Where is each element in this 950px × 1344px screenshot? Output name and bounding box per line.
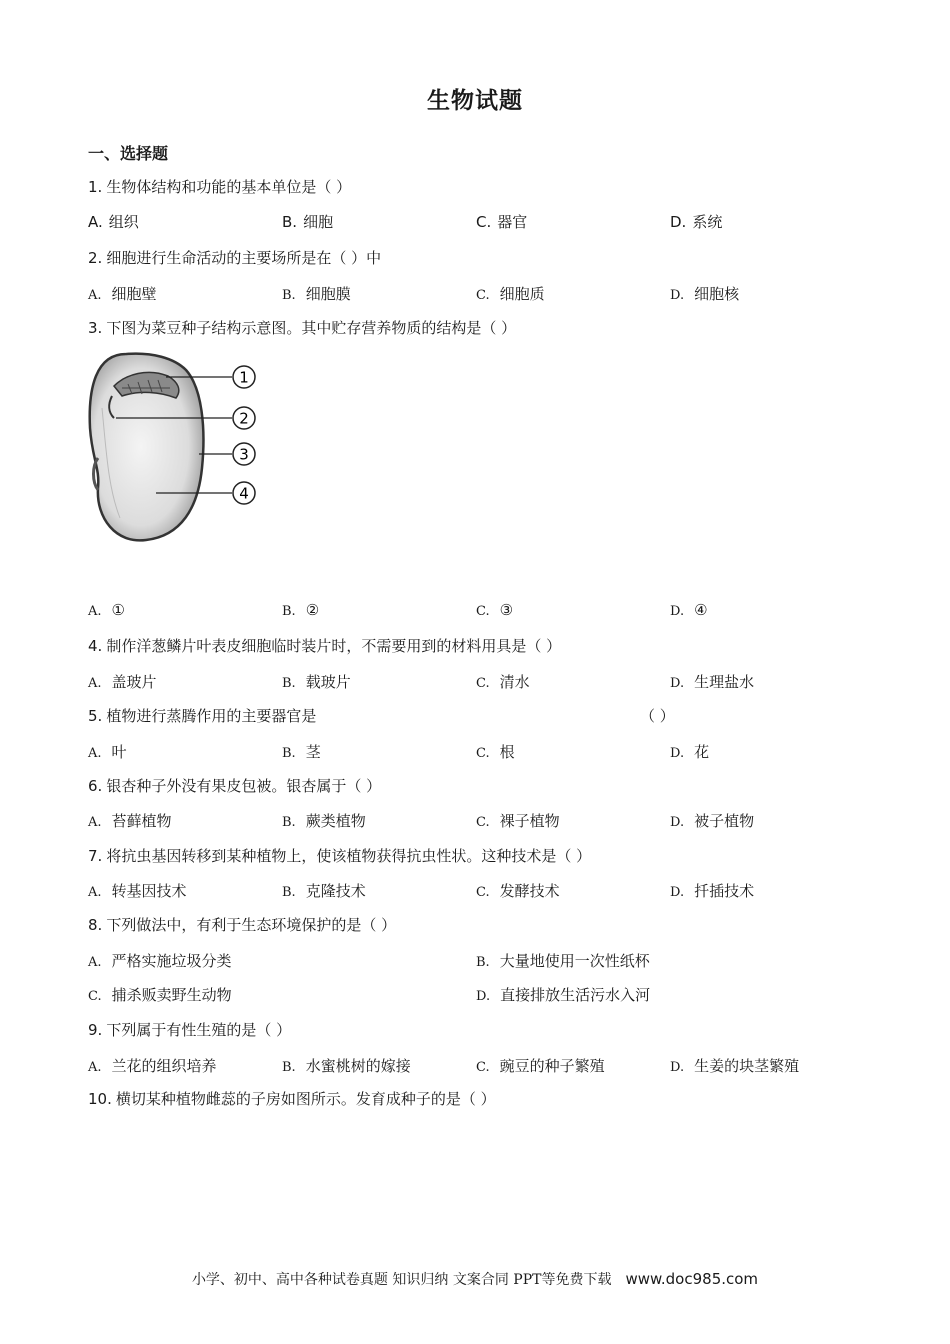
diagram-labels [233,366,255,504]
option-d[interactable]: D. 系统 [670,213,723,231]
option-d[interactable]: D. 生理盐水 [670,673,755,691]
option-c[interactable]: C. ③ [476,601,514,619]
footer [0,1269,950,1289]
option-a[interactable]: A. 盖玻片 [88,673,157,691]
option-d[interactable]: D. 直接排放生活污水入河 [476,986,651,1004]
option-b[interactable]: B. 克隆技术 [282,882,366,900]
question-text: 下图为菜豆种子结构示意图。其中贮存营养物质的结构是（ ） [106,319,517,337]
option-d[interactable]: D. 细胞核 [670,285,740,303]
question-8 [88,914,396,935]
question-6 [88,775,381,796]
option-a[interactable]: A. 叶 [88,743,127,761]
question-7 [88,845,591,866]
options-1 [0,211,950,233]
option-b[interactable]: B. 细胞膜 [282,285,351,303]
question-text: 横切某种植物雌蕊的子房如图所示。发育成种子的是（ ） [115,1090,496,1108]
options-4 [0,671,950,693]
label-4: 4 [239,484,249,503]
label-3: 3 [239,445,249,464]
question-number: 7. [88,847,103,865]
option-c[interactable]: C. 根 [476,743,515,761]
option-b[interactable]: B. 细胞 [282,213,334,231]
question-text: 下列做法中，有利于生态环境保护的是（ ） [106,916,397,934]
question-text: 银杏种子外没有果皮包被。银杏属于（ ） [106,777,382,795]
question-9 [88,1019,291,1040]
option-a[interactable]: A. 细胞壁 [88,285,157,303]
question-1 [88,176,351,197]
option-c[interactable]: C. 细胞质 [476,285,545,303]
question-number: 4. [88,637,103,655]
options-5 [0,741,950,763]
question-text: 将抗虫基因转移到某种植物上，使该植物获得抗虫性状。这种技术是（ ） [106,847,592,865]
question-number: 6. [88,777,103,795]
option-d[interactable]: D. 被子植物 [670,812,755,830]
option-c[interactable]: C. 发酵技术 [476,882,560,900]
question-text: 制作洋葱鳞片叶表皮细胞临时装片时，不需要用到的材料用具是（ ） [106,637,562,655]
question-number: 2. [88,249,103,267]
question-4 [88,635,561,656]
option-c[interactable]: C. 捕杀贩卖野生动物 [88,986,232,1004]
option-b[interactable]: B. 蕨类植物 [282,812,366,830]
option-a[interactable]: A. ① [88,601,125,619]
question-text: 植物进行蒸腾作用的主要器官是 [106,707,317,725]
option-a[interactable]: A. 严格实施垃圾分类 [88,952,232,970]
options-8-row-2 [0,984,950,1006]
option-a[interactable]: A. 转基因技术 [88,882,187,900]
option-c[interactable]: C. 器官 [476,213,528,231]
answer-parentheses: （ ） [640,707,675,725]
option-b[interactable]: B. 大量地使用一次性纸杯 [476,952,650,970]
question-number: 3. [88,319,103,337]
question-10 [88,1088,496,1109]
question-number: 9. [88,1021,103,1039]
option-d[interactable]: D. 扦插技术 [670,882,755,900]
option-d[interactable]: D. ④ [670,601,708,619]
options-3 [0,601,950,623]
question-text: 下列属于有性生殖的是（ ） [106,1021,292,1039]
question-5 [88,705,316,726]
label-2: 2 [239,409,249,428]
section-title: 一、选择题 [88,144,169,163]
question-3 [88,317,516,338]
footer-link[interactable]: www.doc985.com [625,1270,759,1288]
page-title: 生物试题 [427,88,523,114]
footer-text: 小学、初中、高中各种试卷真题 知识归纳 文案合同 PPT等免费下载 [191,1272,612,1288]
option-c[interactable]: C. 清水 [476,673,530,691]
question-number: 8. [88,916,103,934]
question-text: 生物体结构和功能的基本单位是（ ） [106,178,352,196]
option-c[interactable]: C. 豌豆的种子繁殖 [476,1057,605,1075]
question-number: 1. [88,178,103,196]
option-c[interactable]: C. 裸子植物 [476,812,560,830]
option-b[interactable]: B. 水蜜桃树的嫁接 [282,1057,411,1075]
question-number: 10. [88,1090,112,1108]
option-b[interactable]: B. 载玻片 [282,673,351,691]
question-number: 5. [88,707,103,725]
question-text: 细胞进行生命活动的主要场所是在（ ）中 [106,249,382,267]
option-d[interactable]: D. 生姜的块茎繁殖 [670,1057,800,1075]
option-d[interactable]: D. 花 [670,743,710,761]
label-1: 1 [239,368,249,387]
options-7 [0,880,950,902]
option-a[interactable]: A. 苔藓植物 [88,812,172,830]
options-6 [0,810,950,832]
option-b[interactable]: B. ② [282,601,320,619]
option-b[interactable]: B. 茎 [282,743,321,761]
option-a[interactable]: A. 兰花的组织培养 [88,1057,217,1075]
option-a[interactable]: A. 组织 [88,213,139,231]
options-9 [0,1055,950,1077]
options-8-row-1 [0,950,950,972]
question-2 [88,247,381,268]
options-2 [0,283,950,305]
bean-seed-diagram [86,348,266,548]
